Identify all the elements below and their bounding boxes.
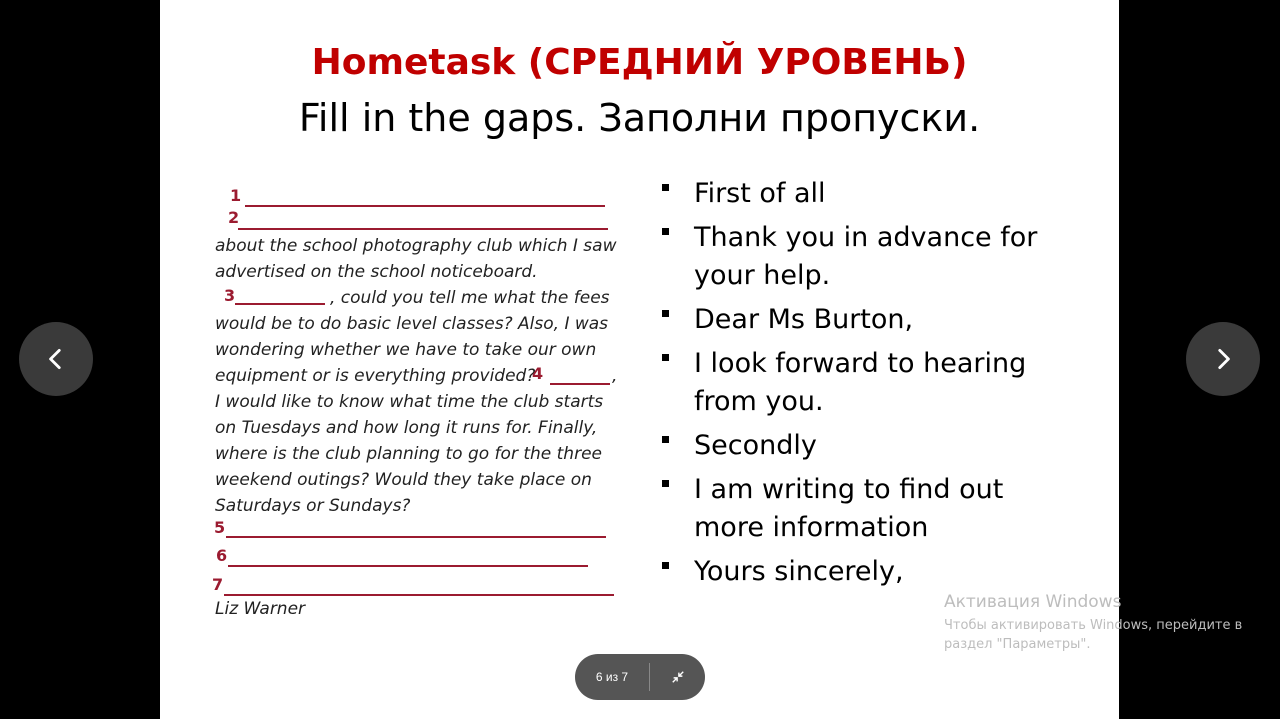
letter-line: where is the club planning to go for the three xyxy=(215,444,602,464)
windows-activation-watermark xyxy=(944,592,1244,654)
slide-counter: 6 из 7 xyxy=(595,670,629,684)
letter-line: wondering whether we have to take our own xyxy=(215,340,597,360)
letter-line: , could you tell me what the fees xyxy=(330,288,610,308)
gap-line-1 xyxy=(245,205,605,207)
gap-line-6 xyxy=(228,565,588,567)
chevron-right-icon xyxy=(1210,346,1236,372)
gap-number-4: 4 xyxy=(532,364,544,383)
watermark-text: Чтобы активировать Windows, перейдите в раздел "Параметры". xyxy=(944,618,1243,652)
phrase-item: I look forward to hearing from you. xyxy=(658,345,1038,421)
bullet-icon xyxy=(662,436,669,443)
gap-line-4 xyxy=(550,383,610,385)
bullet-icon xyxy=(662,228,669,235)
gap-number-5: 5 xyxy=(214,518,226,537)
letter-line: Saturdays or Sundays? xyxy=(215,496,411,516)
letter-image xyxy=(210,182,630,622)
letter-signature: Liz Warner xyxy=(215,599,306,619)
slide-title: Hometask (СРЕДНИЙ УРОВЕНЬ) xyxy=(311,42,968,83)
letter-line: weekend outings? Would they take place on xyxy=(215,470,592,490)
chevron-left-icon xyxy=(43,346,69,372)
collapse-icon xyxy=(671,670,685,684)
phrase-item: First of all xyxy=(658,175,1038,213)
phrase-item: Dear Ms Burton, xyxy=(658,301,1038,339)
phrase-item: Yours sincerely, xyxy=(658,553,1038,591)
gap-line-2 xyxy=(238,228,608,230)
bullet-icon xyxy=(662,480,669,487)
gap-number-2: 2 xyxy=(228,208,240,227)
prev-slide-button[interactable] xyxy=(19,322,93,396)
gap-number-3: 3 xyxy=(224,286,236,305)
bullet-icon xyxy=(662,562,669,569)
bullet-icon xyxy=(662,354,669,361)
letter-line: , xyxy=(612,366,618,386)
collapse-button[interactable] xyxy=(650,670,705,684)
letter-line: would be to do basic level classes? Also, I was xyxy=(215,314,609,334)
letter-line: I would like to know what time the club starts xyxy=(215,392,604,412)
phrase-item: Thank you in advance for your help. xyxy=(658,219,1038,295)
phrase-item: I am writing to find out more information xyxy=(658,471,1038,547)
gap-line-5 xyxy=(226,536,606,538)
bullet-icon xyxy=(662,310,669,317)
letter-line: on Tuesdays and how long it runs for. Finally, xyxy=(215,418,598,438)
letter-line: advertised on the school noticeboard. xyxy=(215,262,538,282)
next-slide-button[interactable] xyxy=(1186,322,1260,396)
slide-pager xyxy=(575,654,705,700)
watermark-title: Активация Windows xyxy=(944,592,1122,612)
gap-number-1: 1 xyxy=(230,186,242,205)
gap-number-6: 6 xyxy=(216,546,228,565)
slide-subtitle: Fill in the gaps. Заполни пропуски. xyxy=(298,96,981,140)
gap-number-7: 7 xyxy=(212,575,224,594)
letter-line: equipment or is everything provided? xyxy=(215,366,536,386)
phrase-list xyxy=(658,175,1038,597)
phrase-item: Secondly xyxy=(658,427,1038,465)
gap-line-3 xyxy=(235,303,325,305)
bullet-icon xyxy=(662,184,669,191)
letter-line: about the school photography club which I saw xyxy=(215,236,617,256)
gap-line-7 xyxy=(224,594,614,596)
